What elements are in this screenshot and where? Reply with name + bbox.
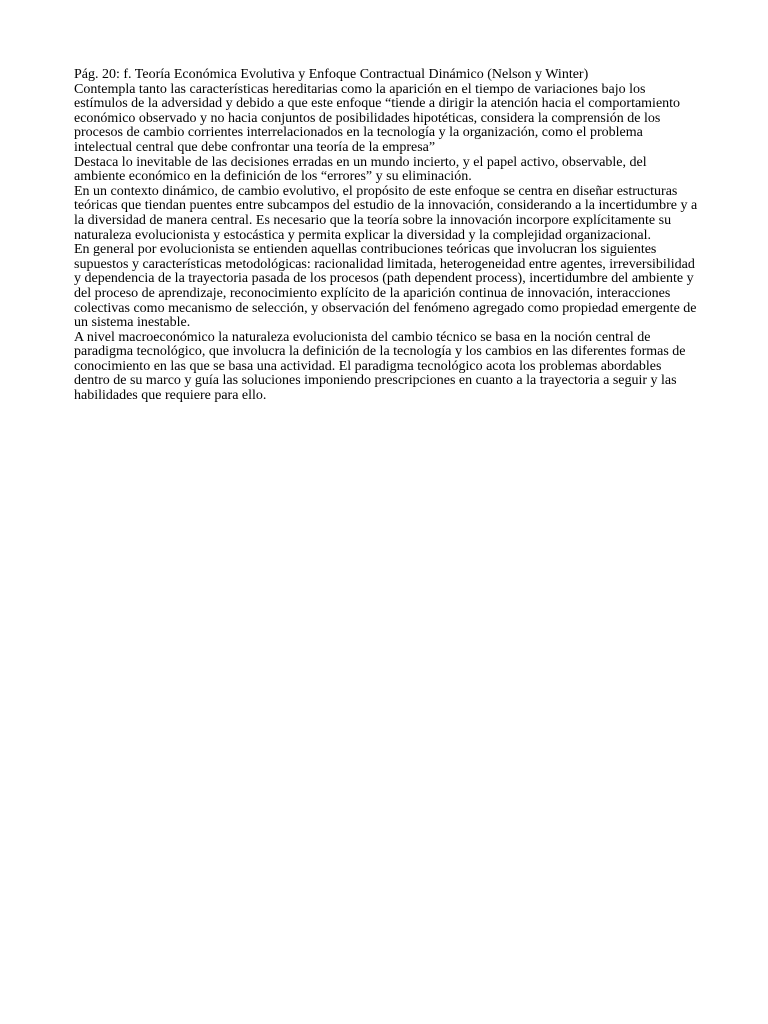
- paragraph-5: A nivel macroeconómico la naturaleza evolucionista del cambio técnico se basa en la noción central de paradigma tecnológico, que involucra la definición de la tecnología y los cambios en las diferentes formas de conocimiento en las que se basa una actividad. El paradigma tecnológico acota los problemas abordables dentro de su marco y guía las soluciones imponiendo prescripciones en cuanto a la trayectoria a seguir y las habilidades que requiere para ello.: [74, 329, 686, 404]
- paragraph-3: En un contexto dinámico, de cambio evolutivo, el propósito de este enfoque se centra en diseñar estructuras teóricas que tiendan puentes entre subcampos del estudio de la innovación, considerando a la incertidumbre y a la diversidad de manera central. Es necesario que la teoría sobre la innovación incorpore explícitamente su naturaleza evolucionista y estocástica y permita explicar la diversidad y la complejidad organizacional.: [74, 183, 698, 243]
- paragraph-1: Contempla tanto las características hereditarias como la aparición en el tiempo de variaciones bajo los estímulos de la adversidad y debido a que este enfoque “tiende a dirigir la atención hacia el comportamiento económico observado y no hacia conjuntos de posibilidades hipotéticas, considera la comprensión de los procesos de cambio corrientes interrelacionados en la tecnología y la organización, como el problema intelectual central que debe confrontar una teoría de la empresa”: [74, 81, 681, 155]
- paragraph-4: En general por evolucionista se entienden aquellas contribuciones teóricas que involucran los siguientes supuestos y características metodológicas: racionalidad limitada, heterogeneidad entre agentes, irreversibilidad y dependencia de la trayectoria pasada de los procesos (path dependent process), incertidumbre del ambiente y del proceso de aprendizaje, reconocimiento explícito de la aparición continua de innovación, interacciones colectivas como mecanismo de selección, y observación del fenómeno agregado como propiedad emergente de un sistema inestable.: [74, 242, 697, 331]
- document-page: [74, 68, 698, 404]
- paragraph-2: Destaca lo inevitable de las decisiones erradas en un mundo incierto, y el papel activo, observable, del ambiente económico en la definición de los “errores” y su eliminación.: [74, 154, 647, 185]
- document-heading: Pág. 20: f. Teoría Económica Evolutiva y Enfoque Contractual Dinámico (Nelson y Winter): [74, 67, 589, 82]
